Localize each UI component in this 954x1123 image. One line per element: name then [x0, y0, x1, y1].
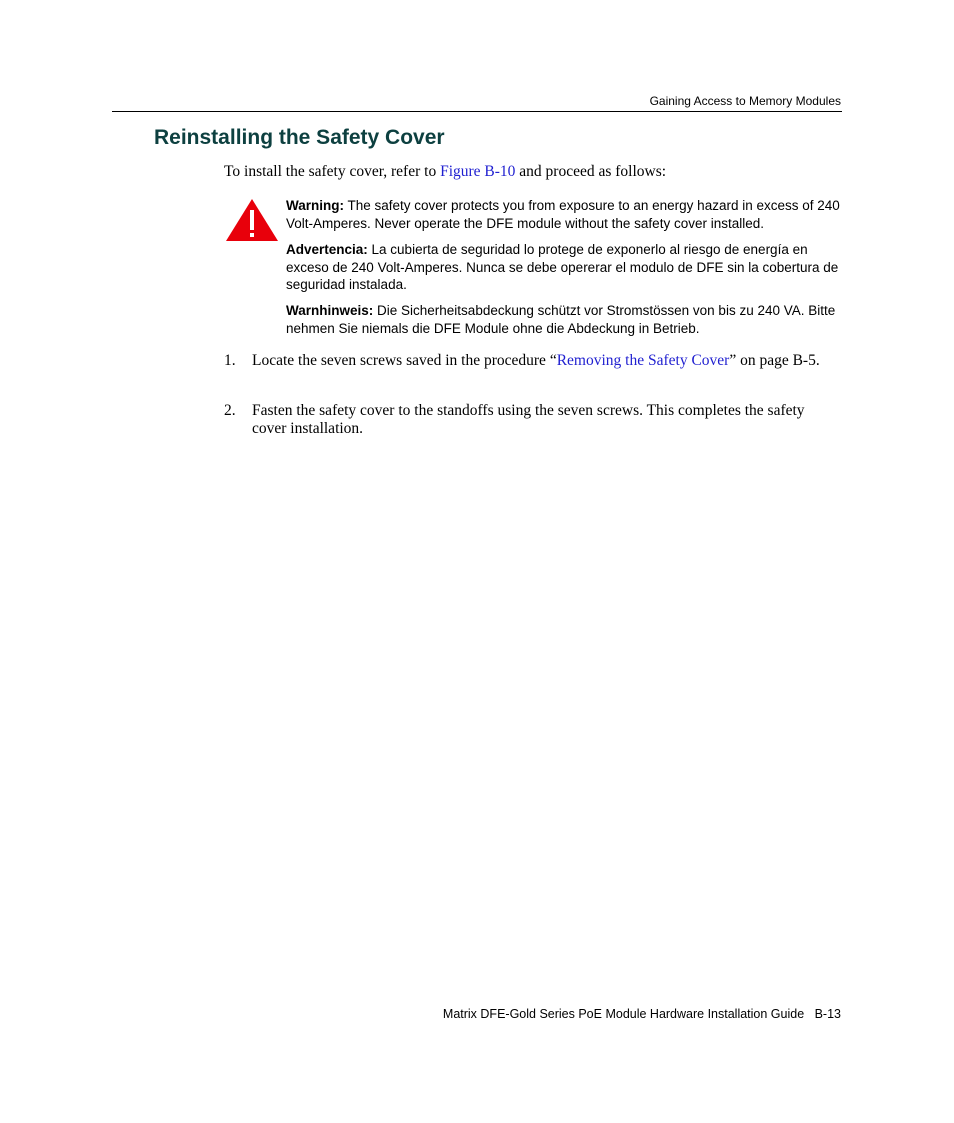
warning-label: Warning: — [286, 198, 344, 213]
header-rule — [112, 111, 842, 112]
step-2 — [224, 402, 824, 438]
warning-spanish — [286, 241, 846, 294]
warning-triangle-icon — [225, 198, 279, 242]
warning-text: Die Sicherheitsabdeckung schützt vor Stromstössen von bis zu 240 VA. Bitte nehmen Sie niemals die DFE Module ohne die Abdeckung in Betrieb. — [286, 303, 836, 336]
warning-english — [286, 197, 846, 232]
step-number: 2. — [224, 402, 236, 419]
warning-german — [286, 302, 846, 337]
step-text — [252, 352, 824, 370]
step-1 — [224, 352, 824, 370]
running-header: Gaining Access to Memory Modules — [649, 94, 841, 108]
figure-b10-link[interactable]: Figure B-10 — [440, 163, 516, 180]
removing-safety-cover-link[interactable]: Removing the Safety Cover — [556, 352, 730, 369]
warning-text: La cubierta de seguridad lo protege de exponerlo al riesgo de energía en exceso de 240 Volt-Amperes. Nunca se debe opererar el modulo de DFE sin la cobertura de seguridad instalada. — [286, 242, 839, 292]
page-footer — [443, 1007, 841, 1021]
step-text-before: Locate the seven screws saved in the procedure “ — [252, 352, 557, 369]
intro-paragraph — [224, 163, 824, 181]
footer-page-number: B-13 — [814, 1007, 841, 1021]
step-text: Fasten the safety cover to the standoffs using the seven screws. This completes the safety cover installation. — [252, 402, 805, 437]
section-title: Reinstalling the Safety Cover — [154, 126, 445, 149]
footer-guide-title: Matrix DFE-Gold Series PoE Module Hardware Installation Guide — [442, 1007, 805, 1021]
step-text-after: ” on page B-5. — [729, 352, 820, 369]
warning-label: Warnhinweis: — [286, 303, 374, 318]
step-number: 1. — [224, 352, 236, 369]
warning-text: The safety cover protects you from exposure to an energy hazard in excess of 240 Volt-Amperes. Never operate the DFE module without the safety cover installed. — [286, 198, 840, 231]
intro-text-before: To install the safety cover, refer to — [224, 163, 441, 180]
intro-text-after: and proceed as follows: — [515, 163, 667, 180]
warning-label: Advertencia: — [286, 242, 368, 257]
